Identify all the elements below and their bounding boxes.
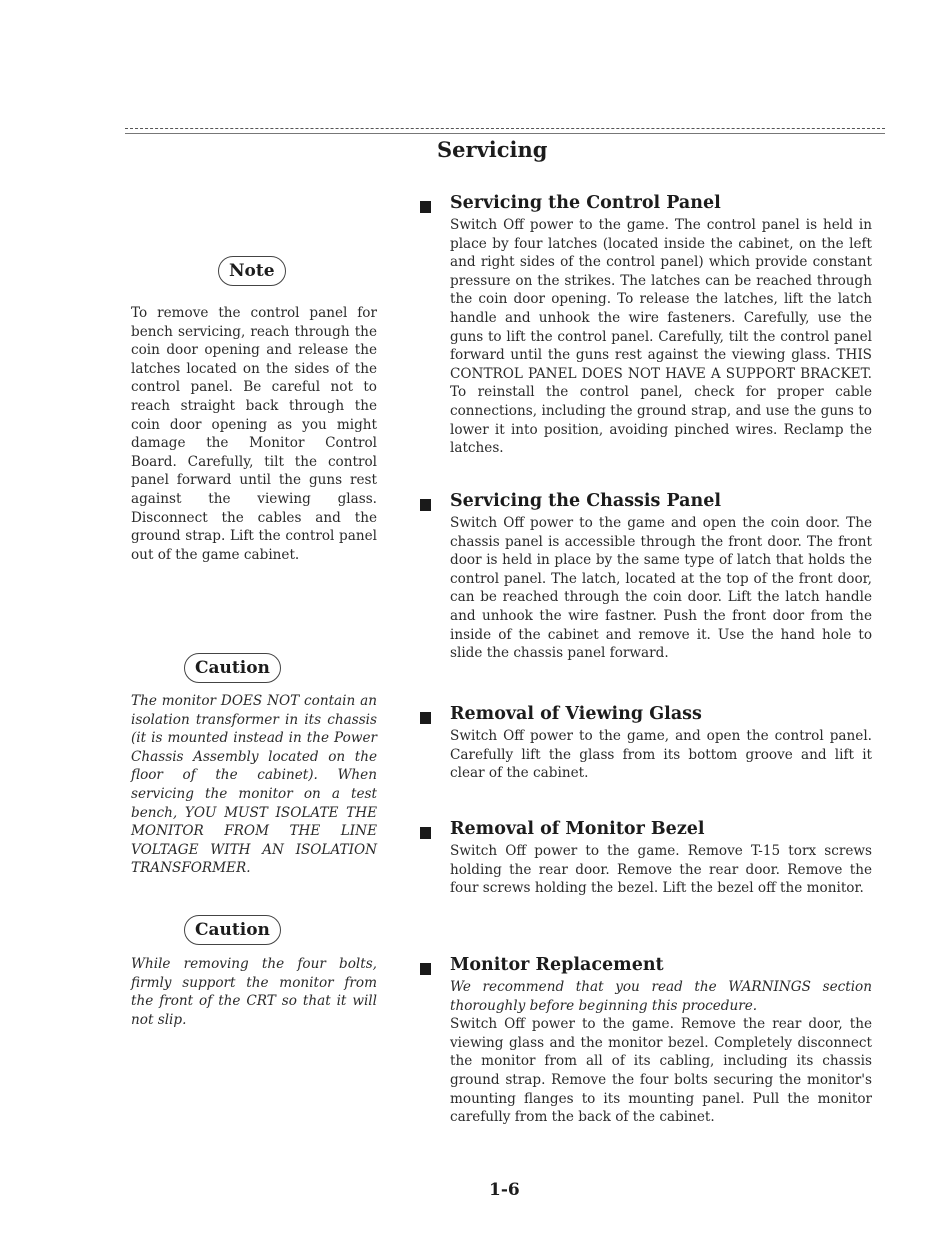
bullet-icon xyxy=(420,499,431,511)
section-body: Switch Off power to the game and open the coin door. The chassis panel is accessible through the front door. The front door is held in place by the same type of latch that holds the control panel. The latch, located at the top of the front door, can be reached through the coin door. Lift the latch handle and unhook the wire fastner. Push the front door from the inside of the cabinet and remove it. Use the hand hole to slide the chassis panel forward. xyxy=(450,515,872,662)
header-rule-dashed xyxy=(125,128,885,129)
section-viewing-glass xyxy=(420,704,872,783)
section-heading: Monitor Replacement xyxy=(450,955,664,975)
section-body: Switch Off power to the game. Remove T-15 torx screws holding the rear door. Remove the rear door. Remove the four screws holding the bezel. Lift the bezel off the monitor. xyxy=(450,843,872,897)
section-monitor-replacement xyxy=(420,955,872,1127)
note-label: Note xyxy=(218,256,286,286)
bullet-icon xyxy=(420,201,431,213)
section-heading: Servicing the Control Panel xyxy=(450,193,721,213)
caution-text-2: While removing the four bolts, firmly support the monitor from the front of the CRT so that it will not slip. xyxy=(131,956,377,1028)
section-note: We recommend that you read the WARNINGS section thoroughly before beginning this procedure. xyxy=(450,979,872,1014)
section-body: Switch Off power to the game. The control panel is held in place by four latches (located inside the cabinet, on the left and right sides of the control panel) which provide constant pressure on the strikes. The latches can be reached through the coin door opening. To release the latches, lift the latch handle and unhook the wire fasteners. Carefully, use the guns to lift the control panel. Carefully, tilt the control panel forward until the guns rest against the viewing glass. THIS CONTROL PANEL DOES NOT HAVE A SUPPORT BRACKET. To reinstall the control panel, check for proper cable connections, including the ground strap, and use the guns to lower it into position, avoiding pinched wires. Reclamp the latches. xyxy=(450,217,872,457)
caution-label: Caution xyxy=(184,653,281,683)
note-box xyxy=(131,304,377,564)
page-title: Servicing xyxy=(437,137,548,162)
section-heading: Removal of Monitor Bezel xyxy=(450,819,705,839)
caution-box-2 xyxy=(131,955,377,1029)
caution-label-2: Caution xyxy=(184,915,281,945)
caution-box xyxy=(131,692,377,878)
section-monitor-bezel xyxy=(420,819,872,898)
note-text: To remove the control panel for bench servicing, reach through the coin door opening and release the latches located on the sides of the control panel. Be careful not to reach straight back through the coin door opening as you might damage the Monitor Control Board. Carefully, tilt the control panel forward until the guns rest against the viewing glass. Disconnect the cables and the ground strap. Lift the control panel out of the game cabinet. xyxy=(131,305,377,563)
section-heading: Removal of Viewing Glass xyxy=(450,704,702,724)
section-control-panel xyxy=(420,193,872,458)
caution-text: The monitor DOES NOT contain an isolation transformer in its chassis (it is mounted instead in the Power Chassis Assembly located on the floor of the cabinet). When servicing the monitor on a test bench, YOU MUST ISOLATE THE MONITOR FROM THE LINE VOLTAGE WITH AN ISOLATION TRANSFORMER. xyxy=(131,693,377,877)
section-heading: Servicing the Chassis Panel xyxy=(450,491,722,511)
section-body: Switch Off power to the game, and open the control panel. Carefully lift the glass from its bottom groove and lift it clear of the cabinet. xyxy=(450,728,872,782)
bullet-icon xyxy=(420,712,431,724)
header-rule xyxy=(125,133,885,134)
section-chassis-panel xyxy=(420,491,872,663)
section-body: Switch Off power to the game. Remove the rear door, the viewing glass and the monitor bezel. Completely disconnect the monitor from all of its cabling, including its chassis ground strap. Remove the four bolts securing the monitor's mounting flanges to its mounting panel. Pull the monitor carefully from the back of the cabinet. xyxy=(450,1016,872,1126)
bullet-icon xyxy=(420,963,431,975)
bullet-icon xyxy=(420,827,431,839)
page-number: 1-6 xyxy=(489,1180,520,1200)
